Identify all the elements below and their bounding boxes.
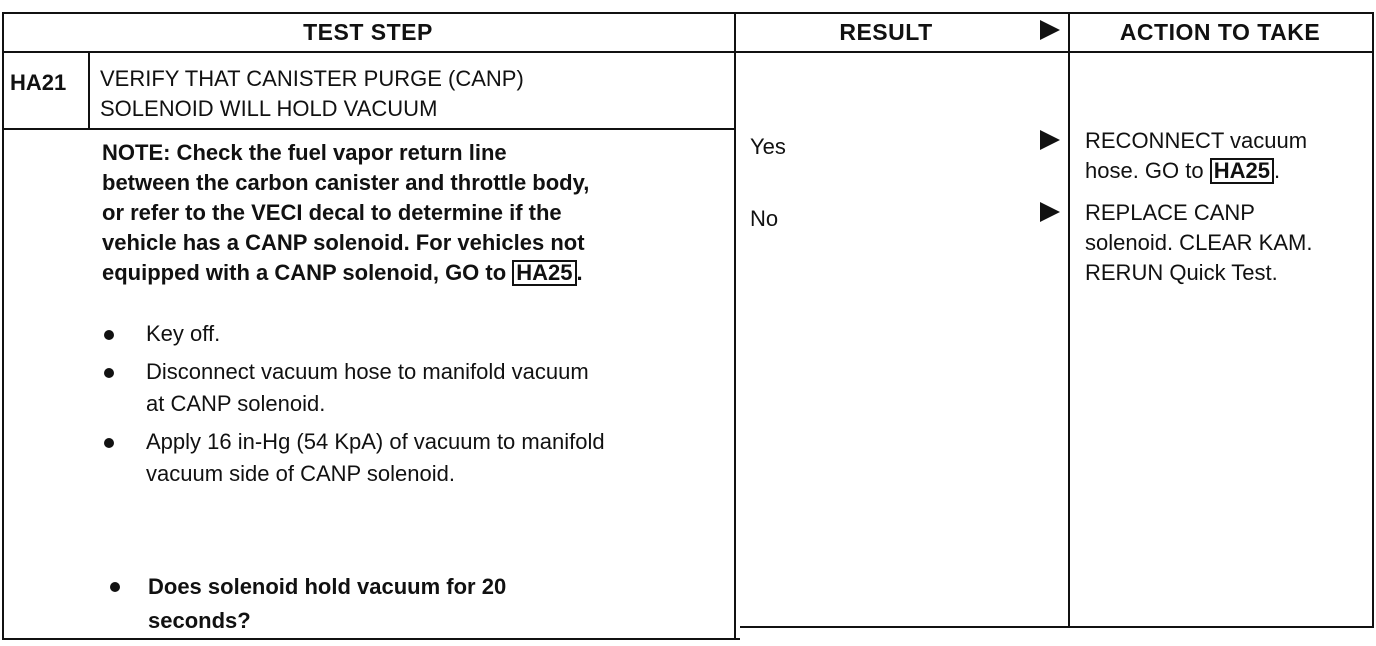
note-text-segment: . xyxy=(576,260,583,285)
action-line xyxy=(1085,156,1370,186)
action-step-reference[interactable]: HA25 xyxy=(1210,158,1274,184)
procedure-item xyxy=(100,318,720,350)
note-line: or refer to the VECI decal to determine if the xyxy=(102,200,562,225)
action-line: solenoid. CLEAR KAM. xyxy=(1085,230,1313,255)
result-yes: Yes xyxy=(750,134,786,159)
bullet-icon xyxy=(104,368,114,378)
note-step-reference[interactable]: HA25 xyxy=(512,260,576,286)
question-line: Does solenoid hold vacuum for 20 xyxy=(148,574,507,599)
table-bottom-border-left xyxy=(2,638,740,640)
note-text-segment: equipped with a CANP solenoid, GO to xyxy=(102,260,513,285)
note-line: NOTE: Check the fuel vapor return line xyxy=(102,140,507,165)
action-text-segment: . xyxy=(1273,158,1281,183)
step-title-line: SOLENOID WILL HOLD VACUUM xyxy=(100,96,438,121)
action-text-segment: hose. GO to xyxy=(1085,158,1210,183)
procedure-item-line: Disconnect vacuum hose to manifold vacuum xyxy=(146,359,589,384)
step-title xyxy=(100,64,524,124)
header-bottom-border xyxy=(2,51,1374,53)
action-column-divider xyxy=(1068,12,1070,628)
header-test-step: TEST STEP xyxy=(303,18,433,45)
step-id: HA21 xyxy=(10,70,67,95)
procedure-item xyxy=(100,426,720,490)
action-line: REPLACE CANP xyxy=(1085,200,1255,225)
table-right-border xyxy=(1372,12,1374,628)
result-no: No xyxy=(750,206,779,231)
result-no-arrow-icon xyxy=(1040,202,1060,222)
procedure-item-line: Key off. xyxy=(146,321,221,346)
note-line: vehicle has a CANP solenoid. For vehicles not xyxy=(102,230,585,255)
note-line xyxy=(102,258,722,288)
header-action: ACTION TO TAKE xyxy=(1119,18,1321,45)
step-id-divider xyxy=(88,51,90,129)
test-question xyxy=(100,570,720,638)
table-left-border xyxy=(2,12,4,640)
result-yes-arrow-icon xyxy=(1040,130,1060,150)
action-yes xyxy=(1085,126,1370,186)
step-title-line: VERIFY THAT CANISTER PURGE (CANP) xyxy=(100,66,524,91)
procedure-item-line: vacuum side of CANP solenoid. xyxy=(146,461,455,486)
result-column-divider xyxy=(734,12,736,640)
note-line: between the carbon canister and throttle body, xyxy=(102,170,590,195)
table-bottom-border-right xyxy=(740,626,1374,628)
action-line: RERUN Quick Test. xyxy=(1085,260,1278,285)
bullet-icon xyxy=(110,582,120,592)
bullet-icon xyxy=(104,330,114,340)
step-title-bottom-border xyxy=(2,128,734,130)
procedure-item-line: at CANP solenoid. xyxy=(146,391,326,416)
header-result: RESULT xyxy=(839,18,933,45)
procedure-item xyxy=(100,356,720,420)
header-arrow-icon xyxy=(1040,20,1060,40)
question-line: seconds? xyxy=(148,608,251,633)
bullet-icon xyxy=(104,438,114,448)
action-no xyxy=(1085,198,1370,288)
procedure-item-line: Apply 16 in-Hg (54 KpA) of vacuum to manifold xyxy=(146,429,605,454)
note-text xyxy=(102,138,722,288)
procedure-list xyxy=(100,318,720,496)
action-line: RECONNECT vacuum xyxy=(1085,128,1308,153)
